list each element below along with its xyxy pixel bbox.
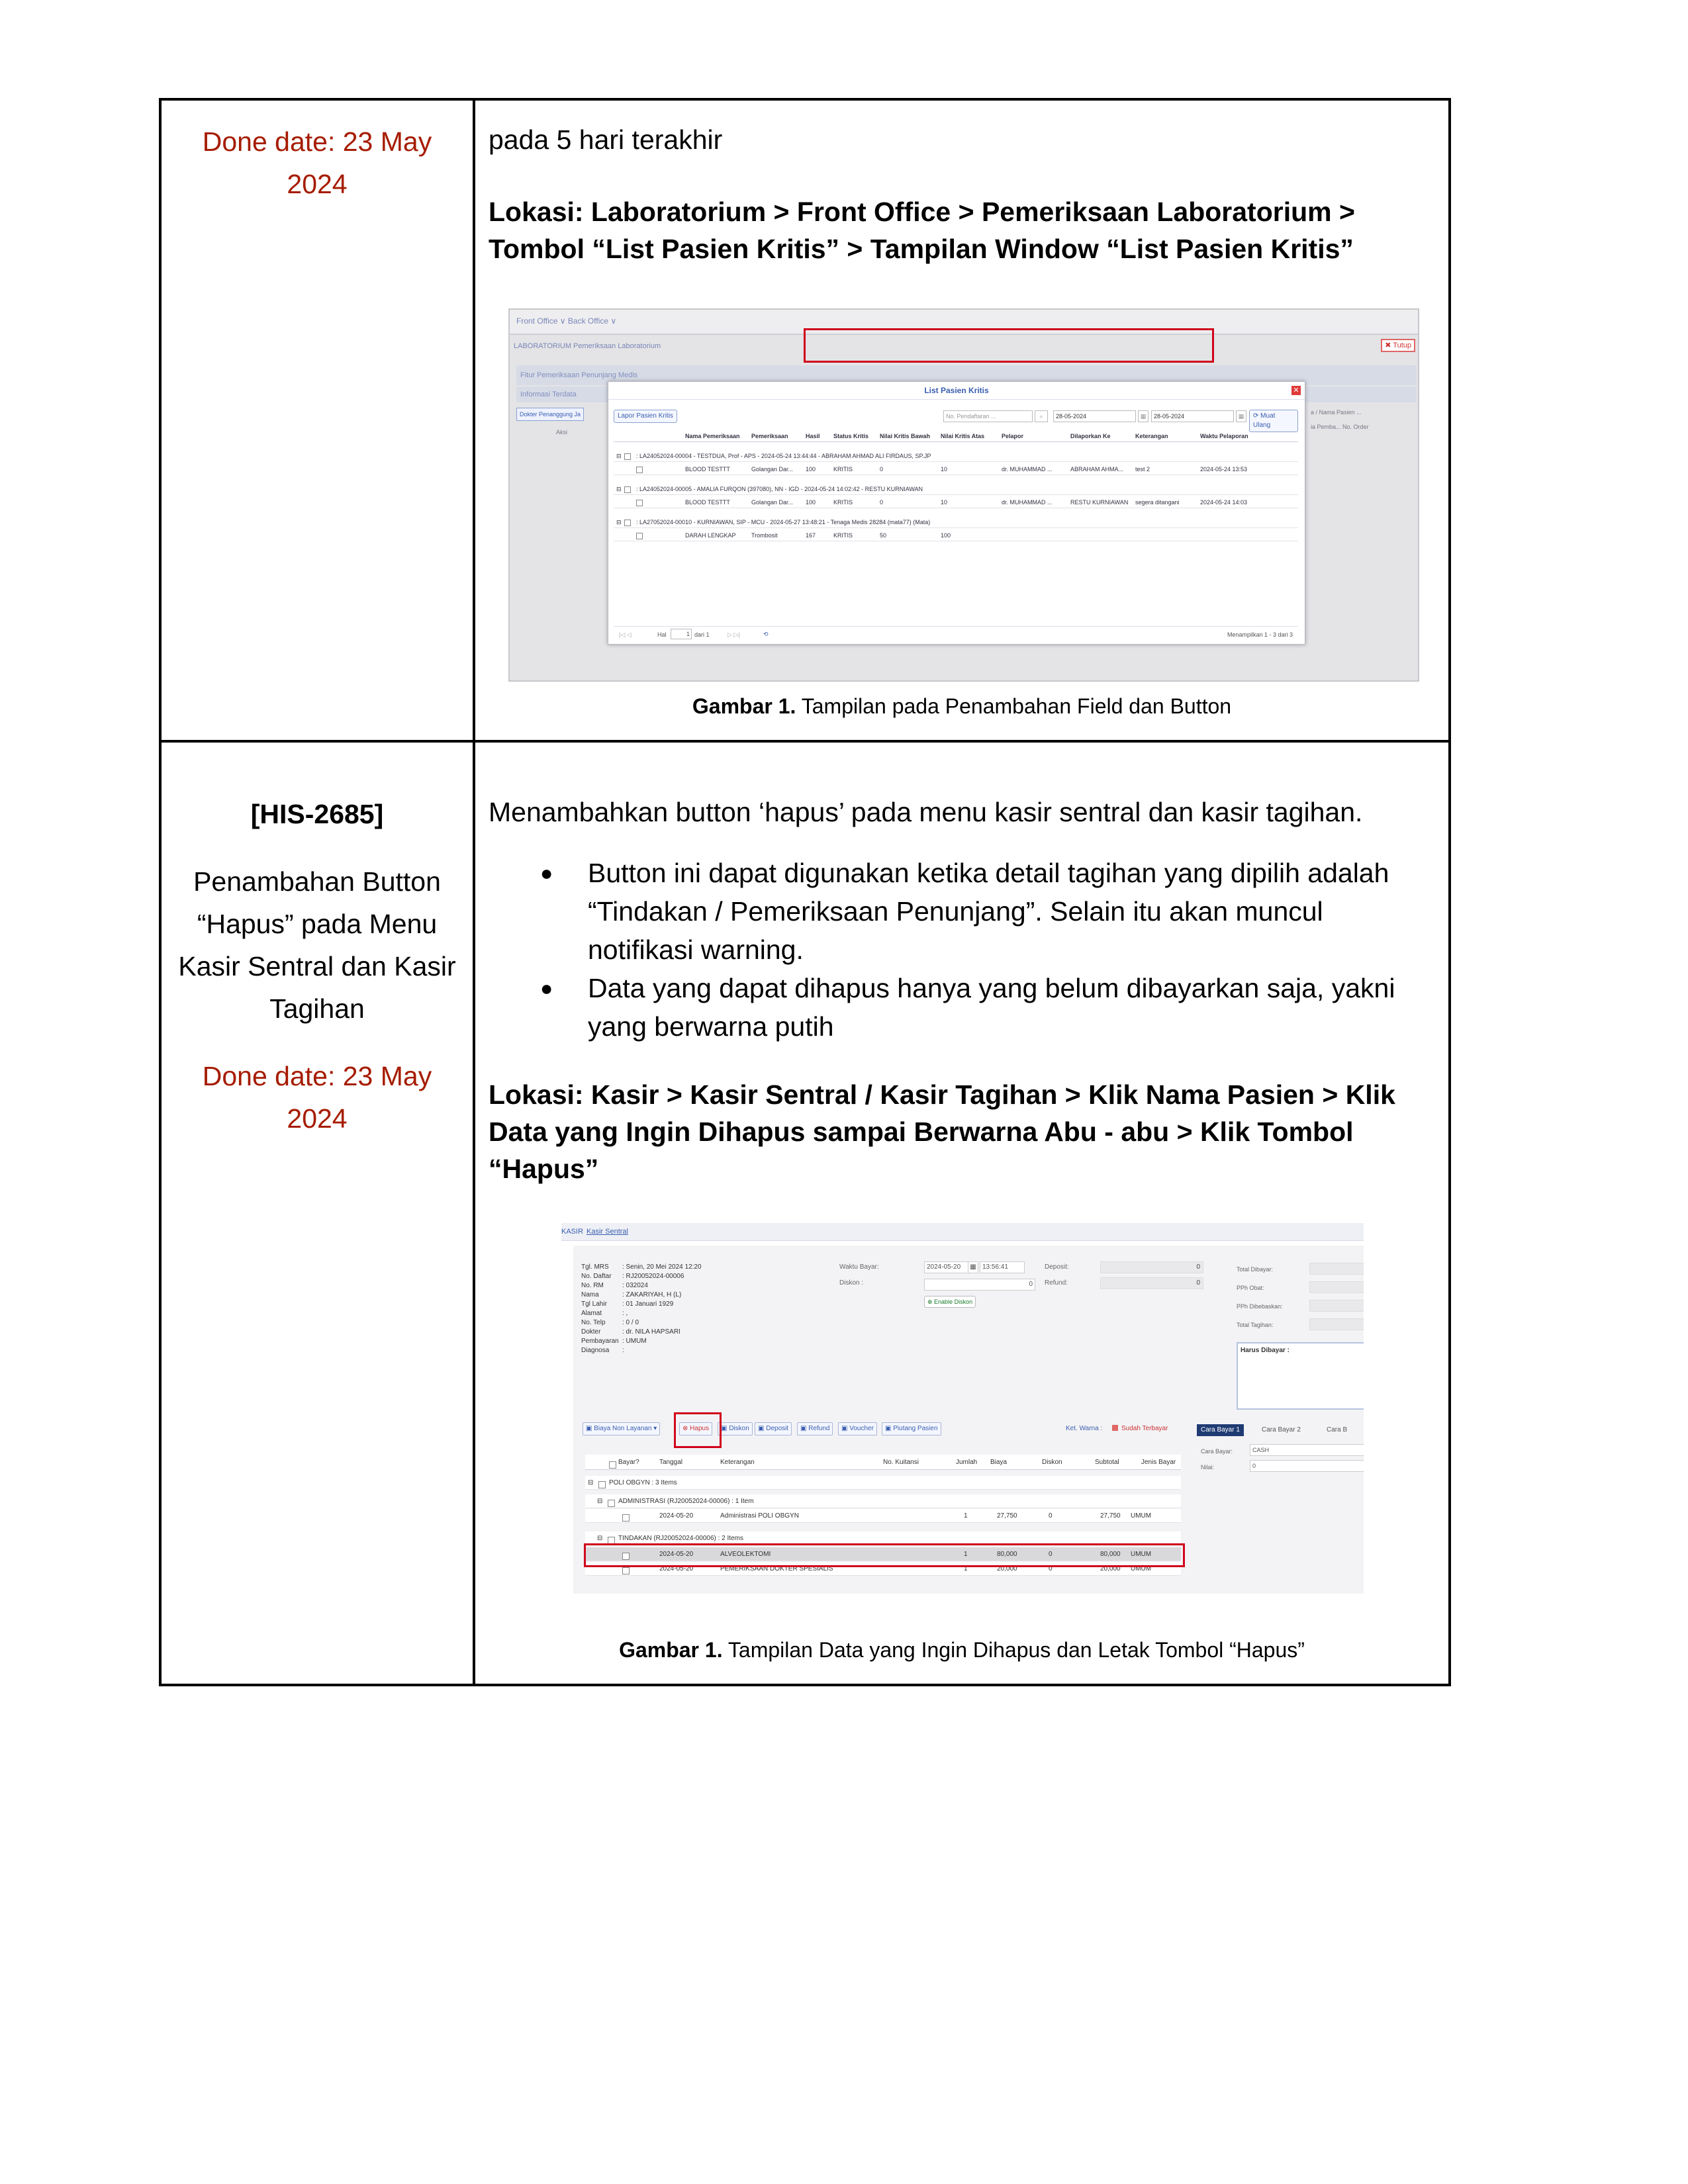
refresh-icon[interactable]: ⟲ (763, 631, 769, 637)
table-row (160, 99, 1450, 741)
refund-icon: ▣ (800, 1425, 809, 1432)
group-row[interactable] (585, 1494, 1181, 1508)
voucher-button[interactable] (838, 1422, 877, 1435)
cell: 100 (806, 466, 816, 473)
cell-keterangan: ALVEOLEKTOMI (720, 1551, 771, 1558)
grid-header (614, 430, 1298, 442)
column-header: Keterangan (1135, 433, 1168, 439)
ket-warna-label: Ket. Warna : (1066, 1425, 1103, 1432)
expand-icon[interactable]: ⊟ (597, 1535, 603, 1542)
info-key: Diagnosa (581, 1347, 610, 1354)
table-row (160, 741, 1450, 1685)
cara-bayar-select[interactable]: CASH (1250, 1444, 1364, 1456)
info-key: No. Daftar (581, 1273, 612, 1280)
action-bar (583, 1422, 1178, 1436)
patient-info (581, 1263, 702, 1355)
info-row (581, 1337, 702, 1346)
info-row (581, 1263, 702, 1272)
ticket-title: Penambahan Button “Hapus” pada Menu Kasir Sentral dan Kasir Tagihan (178, 866, 456, 1024)
harus-dibayar-box (1237, 1342, 1364, 1410)
waktu-bayar-label: Waktu Bayar: (839, 1263, 879, 1271)
cell-jumlah: 1 (964, 1565, 968, 1572)
diskon-label: Diskon : (839, 1279, 864, 1287)
info-row (581, 1309, 702, 1318)
done-date: Done date: 23 May 2024 (202, 126, 432, 199)
cell-jenis: UMUM (1131, 1512, 1152, 1520)
column-header: Tanggal (659, 1459, 683, 1466)
cell-diskon: 0 (1049, 1551, 1053, 1558)
nilai-label: Nilai: (1201, 1464, 1215, 1471)
kasir-sentral-tab[interactable]: Kasir Sentral (586, 1228, 628, 1236)
cell: RESTU KURNIAWAN (1070, 499, 1129, 506)
button-label: Deposit (766, 1425, 789, 1432)
column-header: Nilai Kritis Atas (941, 433, 985, 439)
group-row[interactable] (614, 516, 1298, 528)
deposit-button[interactable] (755, 1422, 792, 1435)
expand-icon[interactable]: ⊟ (616, 519, 622, 525)
button-label: Refund (808, 1425, 830, 1432)
legend-swatch (1112, 1425, 1118, 1431)
left-cell (160, 741, 474, 1685)
voucher-icon: ▣ (841, 1425, 850, 1432)
document-table (159, 98, 1451, 1686)
lokasi-text: Lokasi: Laboratorium > Front Office > Pemeriksaan Laboratorium > Tombol “List Pasien Kritis” > Tampilan Window “List Pasien Kritis” (489, 197, 1355, 264)
caption-text: Tampilan pada Penambahan Field dan Button (796, 694, 1232, 718)
tab-cara-bayar-2[interactable]: Cara Bayar 2 (1262, 1426, 1301, 1433)
cell: DARAH LENGKAP (685, 532, 736, 539)
intro-text: Menambahkan button ‘hapus’ pada menu kasir sentral dan kasir tagihan. (489, 797, 1363, 827)
cell-tanggal: 2024-05-20 (659, 1565, 694, 1572)
cell-keterangan: PEMERIKSAAN DOKTER SPESIALIS (720, 1565, 833, 1572)
cell: 167 (806, 532, 816, 539)
info-value: : Senin, 20 Mei 2024 12:20 (622, 1263, 702, 1271)
cell-biaya: 27,750 (997, 1512, 1017, 1520)
deposit-label: Deposit: (1045, 1263, 1069, 1271)
info-row (581, 1328, 702, 1337)
figure-caption (489, 1636, 1435, 1664)
cell-subtotal: 20,000 (1100, 1565, 1121, 1572)
background-columns: ia Pemba... No. Order (1311, 424, 1369, 430)
date-from-input[interactable]: 28-05-2024 (1053, 410, 1136, 422)
cell: BLOOD TESTTT (685, 499, 730, 506)
group-row[interactable] (614, 482, 1298, 495)
piutang-icon: ▣ (885, 1425, 894, 1432)
info-value: : ZAKARIYAH, H (L) (622, 1291, 682, 1298)
nilai-input[interactable]: 0 (1250, 1460, 1364, 1472)
diskon-icon: ▣ (721, 1425, 729, 1432)
done-date: Done date: 23 May 2024 (202, 1061, 432, 1134)
cell: dr. MUHAMMAD ... (1002, 466, 1053, 473)
cell: Golangan Dar... (751, 466, 794, 473)
harus-dibayar-label: Harus Dibayar : (1241, 1347, 1289, 1354)
cell-jenis: UMUM (1131, 1551, 1152, 1558)
cell: dr. MUHAMMAD ... (1002, 499, 1053, 506)
modal-title: List Pasien Kritis (608, 382, 1305, 400)
pager-summary: Menampilkan 1 - 3 dari 3 (1227, 631, 1293, 638)
column-header: Dilaporkan Ke (1070, 433, 1111, 439)
refund-value: 0 (1100, 1277, 1203, 1289)
page-label: Hal (657, 631, 667, 638)
group-row[interactable] (614, 449, 1298, 462)
cell-tanggal: 2024-05-20 (659, 1512, 694, 1520)
column-header: Biaya (990, 1459, 1008, 1466)
right-cell (474, 99, 1450, 741)
total-box (1309, 1318, 1364, 1330)
date-to-input[interactable]: 28-05-2024 (1151, 410, 1234, 422)
page-total: dari 1 (694, 631, 710, 638)
info-value: : RJ20052024-00006 (622, 1273, 684, 1280)
app-menu[interactable]: Front Office ∨ Back Office ∨ (516, 316, 617, 326)
cell: segera ditangani (1135, 499, 1180, 506)
column-header: Diskon (1042, 1459, 1062, 1466)
delete-icon: ⊗ (682, 1425, 690, 1432)
column-header: Status Kritis (833, 433, 869, 439)
group-label: ADMINISTRASI (RJ20052024-00006) : 1 Item (618, 1498, 754, 1505)
info-key: Pembayaran (581, 1338, 619, 1345)
column-header: Pelapor (1002, 433, 1024, 439)
list-pasien-kritis-window (608, 381, 1305, 645)
column-header: No. Kuitansi (883, 1459, 919, 1466)
cell: test 2 (1135, 466, 1150, 473)
info-key: Tgl Lahir (581, 1300, 607, 1308)
column-header: Pemeriksaan (751, 433, 788, 439)
cell: 100 (941, 532, 951, 539)
close-icon[interactable]: ✕ (1291, 386, 1301, 395)
cell-jumlah: 1 (964, 1551, 968, 1558)
info-row (581, 1300, 702, 1309)
cell-subtotal: 80,000 (1100, 1551, 1121, 1558)
info-value: : (622, 1347, 624, 1354)
cell: 2024-05-24 13:53 (1200, 466, 1248, 473)
enable-diskon-button[interactable] (924, 1296, 976, 1308)
cell: ABRAHAM AHMA... (1070, 466, 1124, 473)
total-box (1309, 1300, 1364, 1312)
sudah-terbayar-label: Sudah Terbayar (1121, 1425, 1168, 1432)
total-label: PPh Dibebaskan: (1237, 1303, 1283, 1310)
cell: 0 (880, 466, 884, 473)
info-row (581, 1281, 702, 1291)
waktu-date-input[interactable]: 2024-05-20 (924, 1261, 969, 1273)
piutang-pasien-button[interactable] (882, 1422, 941, 1435)
refresh-icon: ⟳ (1253, 412, 1261, 420)
deposit-icon: ▣ (758, 1425, 767, 1432)
left-cell (160, 99, 474, 741)
diskon-button[interactable] (718, 1422, 753, 1435)
info-key: Nama (581, 1291, 599, 1298)
column-header: Keterangan (720, 1459, 755, 1466)
table-row[interactable] (614, 496, 1298, 508)
cell: Golangan Dar... (751, 499, 794, 506)
screenshot-kasir-sentral (561, 1223, 1364, 1594)
column-header: Subtotal (1095, 1459, 1119, 1466)
info-value: : 0 / 0 (622, 1319, 639, 1326)
first-page-icon[interactable]: |◁ ◁ (619, 631, 632, 638)
payment-tabs (1197, 1422, 1364, 1436)
diskon-input[interactable]: 0 (924, 1279, 1035, 1291)
info-row (581, 1291, 702, 1300)
cell-biaya: 80,000 (997, 1551, 1017, 1558)
column-header: Jumlah (956, 1459, 978, 1466)
list-item: ● Data yang dapat dihapus hanya yang belum dibayarkan saja, yakni yang berwarna putih (588, 969, 1435, 1046)
info-key: Dokter (581, 1328, 601, 1336)
column-header: Nama Pemeriksaan (685, 433, 740, 439)
cell-keterangan: Administrasi POLI OBGYN (720, 1512, 799, 1520)
column-header: Waktu Pelaporan (1200, 433, 1248, 439)
group-label: TINDAKAN (RJ20052024-00006) : 2 Items (618, 1535, 743, 1542)
section-title: Fitur Pemeriksaan Penunjang Medis (520, 371, 638, 379)
button-label: Voucher (849, 1425, 874, 1432)
info-value: : , (622, 1310, 628, 1317)
total-label: PPh Obat: (1237, 1285, 1264, 1291)
tab-cara-bayar-3[interactable]: Cara B (1327, 1426, 1348, 1433)
cell: 100 (806, 499, 816, 506)
cara-bayar-label: Cara Bayar: (1201, 1448, 1233, 1455)
cell: 50 (880, 532, 887, 539)
dokter-button[interactable]: Dokter Penanggung Ja (516, 408, 584, 421)
calendar-icon[interactable]: ▦ (968, 1261, 978, 1273)
column-header: Nilai Kritis Bawah (880, 433, 931, 439)
next-page-icon[interactable]: ▷ ▷| (727, 631, 740, 638)
cell: BLOOD TESTTT (685, 466, 730, 473)
enable-diskon-label: Enable Diskon (934, 1298, 973, 1305)
caption-label: Gambar 1. (692, 694, 796, 718)
caption-text: Tampilan Data yang Ingin Dihapus dan Letak Tombol “Hapus” (722, 1638, 1305, 1662)
info-value: : UMUM (622, 1338, 647, 1345)
bullet-list (489, 854, 1435, 1046)
cell-biaya: 20,000 (997, 1565, 1017, 1572)
ticket-id: [HIS-2685] (250, 799, 384, 829)
description-text: pada 5 hari terakhir (489, 124, 723, 155)
muat-ulang-label: Muat Ulang (1253, 412, 1276, 429)
muat-ulang-button[interactable] (1249, 410, 1298, 432)
aksi-column: Aksi (556, 429, 568, 435)
cell-tanggal: 2024-05-20 (659, 1551, 694, 1558)
info-value: : 01 Januari 1929 (622, 1300, 674, 1308)
right-cell (474, 741, 1450, 1685)
button-label: Piutang Pasien (893, 1425, 938, 1432)
table-row[interactable] (585, 1509, 1181, 1523)
modal-toolbar (614, 408, 1298, 429)
calendar-icon[interactable]: ▦ (1138, 410, 1149, 422)
close-tab-button[interactable]: ✖ Tutup (1381, 339, 1415, 352)
billing-grid-header (585, 1455, 1181, 1470)
cell: KRITIS (833, 466, 853, 473)
caption-label: Gambar 1. (619, 1638, 723, 1662)
highlight-box (804, 328, 1214, 363)
waktu-time-input[interactable]: 13:56:41 (980, 1261, 1025, 1273)
screenshot-list-pasien-kritis (508, 308, 1419, 682)
column-header: Hasil (806, 433, 820, 439)
background-search: a / Nama Pasien ... (1311, 409, 1362, 416)
pager (614, 626, 1298, 641)
table-row[interactable] (614, 463, 1298, 475)
deposit-value: 0 (1100, 1261, 1203, 1273)
group-label: POLI OBGYN : 3 Items (609, 1479, 677, 1486)
info-row (581, 1346, 702, 1355)
cell: 10 (941, 466, 948, 473)
group-label: : LA24052024-00004 - TESTDUA, Prof - APS - 2024-05-24 13:44:44 - ABRAHAM AHMAD ALI FIRDAUS, SP.JP (636, 453, 931, 459)
expand-icon[interactable]: ⊟ (588, 1479, 594, 1486)
button-label: Hapus (690, 1425, 710, 1432)
page-input[interactable]: 1 (671, 629, 692, 639)
group-label: : LA27052024-00010 - KURNIAWAN, SIP - MCU - 2024-05-27 13:48:21 - Tenaga Medis 28284 (mata77) (Mata) (636, 519, 931, 525)
list-item: ● Button ini dapat digunakan ketika detail tagihan yang dipilih adalah “Tindakan / Pemeriksaan Penunjang”. Selain itu akan muncul notifikasi warning. (588, 854, 1435, 969)
biaya-non-layanan-button[interactable]: ▣ Biaya Non Layanan ▾ (583, 1422, 660, 1435)
button-label: Biaya Non Layanan (594, 1425, 652, 1432)
total-box (1309, 1281, 1364, 1293)
info-value: : dr. NILA HAPSARI (622, 1328, 680, 1336)
table-row[interactable] (614, 529, 1298, 541)
cell: 10 (941, 499, 948, 506)
cell-diskon: 0 (1049, 1512, 1053, 1520)
info-key: Alamat (581, 1310, 602, 1317)
info-key: No. Telp (581, 1319, 606, 1326)
button-label: Diskon (729, 1425, 749, 1432)
total-label: Total Tagihan: (1237, 1322, 1274, 1328)
expand-icon[interactable]: ⊟ (597, 1498, 603, 1505)
info-value: : 032024 (622, 1282, 648, 1289)
totals-labels (1237, 1260, 1283, 1334)
expand-icon[interactable]: ⊟ (616, 453, 622, 459)
info-key: Tgl. MRS (581, 1263, 609, 1271)
cell: 0 (880, 499, 884, 506)
lapor-pasien-kritis-button[interactable]: Lapor Pasien Kritis (614, 410, 677, 423)
total-box (1309, 1263, 1364, 1275)
info-key: No. RM (581, 1282, 604, 1289)
cell-diskon: 0 (1049, 1565, 1053, 1572)
refund-button[interactable] (797, 1422, 833, 1435)
cell-jenis: UMUM (1131, 1565, 1152, 1572)
group-label: : LA24052024-00005 - AMALIA FURQON (397080), NN - IGD - 2024-05-24 14:02:42 - RESTU KURNIAWAN (636, 486, 923, 492)
cell: KRITIS (833, 499, 853, 506)
highlight-box (584, 1543, 1185, 1567)
tab-cara-bayar-1[interactable]: Cara Bayar 1 (1197, 1424, 1244, 1436)
calendar-icon[interactable]: ▦ (1236, 410, 1246, 422)
expand-icon[interactable]: ⊟ (616, 486, 622, 492)
highlight-box (674, 1412, 722, 1448)
cell-subtotal: 27,750 (1100, 1512, 1121, 1520)
group-row[interactable] (585, 1476, 1181, 1490)
figure-caption (489, 692, 1435, 720)
total-label: Total Dibayar: (1237, 1266, 1274, 1273)
column-header: Jenis Bayar (1141, 1459, 1176, 1466)
side-panel (516, 408, 609, 447)
app-tabbar (561, 1223, 1364, 1241)
cell-jumlah: 1 (964, 1512, 968, 1520)
column-header: Bayar? (618, 1459, 639, 1466)
biaya-icon: ▣ (586, 1425, 594, 1432)
cell: 2024-05-24 14:03 (1200, 499, 1248, 506)
search-icon[interactable]: ⌕ (1035, 410, 1048, 422)
refund-label: Refund: (1045, 1279, 1068, 1287)
cell: KRITIS (833, 532, 853, 539)
cell: Trombosit (751, 532, 778, 539)
lokasi-text: Lokasi: Kasir > Kasir Sentral / Kasir Tagihan > Klik Nama Pasien > Klik Data yang Ingin Dihapus sampai Berwarna Abu - abu > Klik Tombol “Hapus” (489, 1079, 1395, 1184)
info-row (581, 1272, 702, 1281)
info-row (581, 1318, 702, 1328)
kasir-tab[interactable]: KASIR (561, 1228, 584, 1236)
section-subtitle: Informasi Terdata (520, 390, 577, 398)
breadcrumb: LABORATORIUM Pemeriksaan Laboratorium (514, 342, 661, 350)
no-pendaftaran-input[interactable]: No. Pendaftaran ... (943, 410, 1033, 422)
plus-icon: ⊕ (927, 1298, 935, 1305)
